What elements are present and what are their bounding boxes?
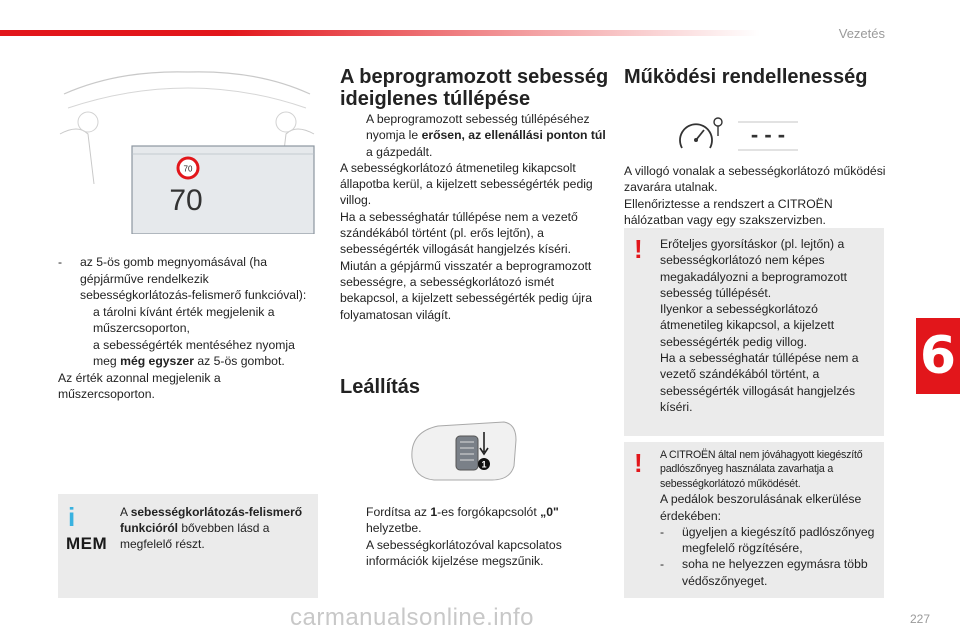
stop-bold-2: „0" bbox=[540, 505, 559, 519]
mem-label: MEM bbox=[66, 534, 108, 553]
memorise-steps bbox=[58, 254, 320, 403]
warning1-text-2: Ilyenkor a sebességkorlátozó átmenetileg kikapcsol, a kijelzett sebességérték pedig villog. bbox=[660, 302, 835, 349]
control-stalk-figure bbox=[408, 418, 520, 484]
step-b-pre: a sebességérték mentéséhez nyomja meg bbox=[93, 337, 295, 368]
speedometer-icon bbox=[676, 114, 832, 156]
stop-post: helyzetbe. bbox=[366, 521, 422, 536]
warning2-text: A pedálok beszorulásának elkerülése érdekében: bbox=[660, 492, 862, 523]
step-after: Az érték azonnal megjelenik a műszercsoporton. bbox=[58, 370, 221, 401]
watermark: carmanualsonline.info bbox=[290, 604, 534, 631]
bullet-pre: A beprogramozott sebesség túllépéséhez nyomja le bbox=[366, 112, 590, 143]
step-a: a tárolni kívánt érték megjelenik a műszercsoporton, bbox=[93, 304, 275, 335]
warning2-item-2: soha ne helyezzen egymásra több védőszőnyeget. bbox=[682, 557, 868, 588]
warning2-dash-2: - bbox=[660, 557, 665, 572]
override-title: A beprogramozott sebesség ideiglenes túllépése bbox=[340, 66, 609, 110]
bullet-bold: erősen, az ellenállási ponton túl bbox=[421, 128, 606, 143]
stop-body bbox=[340, 504, 610, 569]
malfunction-para-1: A villogó vonalak a sebességkorlátozó működési zavarára utalnak. bbox=[624, 164, 886, 195]
warning-box-acceleration bbox=[624, 228, 884, 436]
info-text bbox=[120, 504, 310, 552]
warning2-item-1: ügyeljen a kiegészítő padlószőnyeg megfelelő rögzítésére, bbox=[682, 524, 875, 556]
step-dash: - bbox=[58, 255, 63, 269]
malfunction-dashes: - - - bbox=[750, 122, 786, 147]
warning-icon: ! bbox=[634, 448, 643, 478]
malfunction-body bbox=[624, 163, 894, 228]
bullet-post: a gázpedált. bbox=[366, 144, 433, 159]
malfunction-para-2: Ellenőriztesse a rendszert a CITROËN hálózatban vagy egy szakszervizben. bbox=[624, 196, 833, 227]
speed-sign-value: 70 bbox=[183, 164, 193, 174]
stop-mid: -es forgókapcsolót bbox=[437, 505, 537, 519]
display-speed-value: 70 bbox=[169, 184, 203, 217]
warning-box-floor-mat bbox=[624, 442, 884, 598]
info-text-post: bővebben lásd a megfelelő részt. bbox=[120, 521, 270, 551]
stop-pre: Fordítsa az bbox=[366, 505, 427, 519]
info-text-bold: sebességkorlátozás-felismerő funkcióról bbox=[120, 505, 303, 535]
override-para-3: Miután a gépjármű visszatér a beprogramozott sebességre, a sebességkorlátozó ismét bekapcsol, a kijelzett sebességérték pedig újra folyamatosan világít. bbox=[340, 258, 593, 322]
instrument-cluster-figure bbox=[58, 64, 316, 234]
page-number: 227 bbox=[909, 612, 930, 626]
stalk-label: 1 bbox=[481, 459, 487, 470]
stop-title: Leállítás bbox=[340, 376, 421, 398]
bullet-marker bbox=[340, 111, 366, 160]
stop-para: A sebességkorlátozóval kapcsolatos információk kijelzése megszűnik. bbox=[366, 537, 562, 568]
section-title: Vezetés bbox=[838, 26, 885, 41]
header-stripe bbox=[0, 30, 760, 36]
step-b-post: az 5-ös gombot. bbox=[197, 354, 285, 368]
chapter-tab: 6 bbox=[916, 318, 960, 394]
warning2-small: A CITROËN által nem jóváhagyott kiegészítő padlószőnyeg használata zavarhatja a sebességkorlátozó működését. bbox=[660, 449, 863, 490]
warning1-text-1: Erőteljes gyorsításkor (pl. lejtőn) a sebességkorlátozó nem képes megakadályozni a beprogramozott sebesség túllépését. bbox=[660, 237, 847, 300]
override-para-1: A sebességkorlátozó átmenetileg kikapcsolt állapotba kerül, a kijelzett sebességérték pedig villog. bbox=[340, 160, 593, 208]
override-para-2: Ha a sebességhatár túllépése nem a vezető szándékából történt (pl. erős lejtőn), a sebességérték villogását hangjelzés kíséri. bbox=[340, 209, 578, 257]
step-b-bold: még egyszer bbox=[120, 354, 194, 368]
warning-icon: ! bbox=[634, 234, 643, 264]
override-body bbox=[340, 111, 608, 323]
info-box bbox=[58, 494, 318, 598]
info-text-pre: A bbox=[120, 505, 128, 519]
malfunction-title: Működési rendellenesség bbox=[624, 66, 868, 88]
step-intro: az 5-ös gomb megnyomásával (ha gépjárműve rendelkezik sebességkorlátozás-felismerő funkcióval): bbox=[80, 255, 307, 302]
warning1-text-3: Ha a sebességhatár túllépése nem a vezető szándékából történt, a sebességérték villogását hangjelzés kíséri. bbox=[660, 351, 859, 414]
step-b-marker bbox=[80, 337, 93, 370]
step-a-marker bbox=[80, 304, 93, 337]
info-icon: i bbox=[68, 502, 76, 532]
stop-bold-1: 1 bbox=[430, 505, 438, 519]
stop-marker bbox=[340, 504, 366, 569]
warning2-dash-1: - bbox=[660, 524, 665, 539]
